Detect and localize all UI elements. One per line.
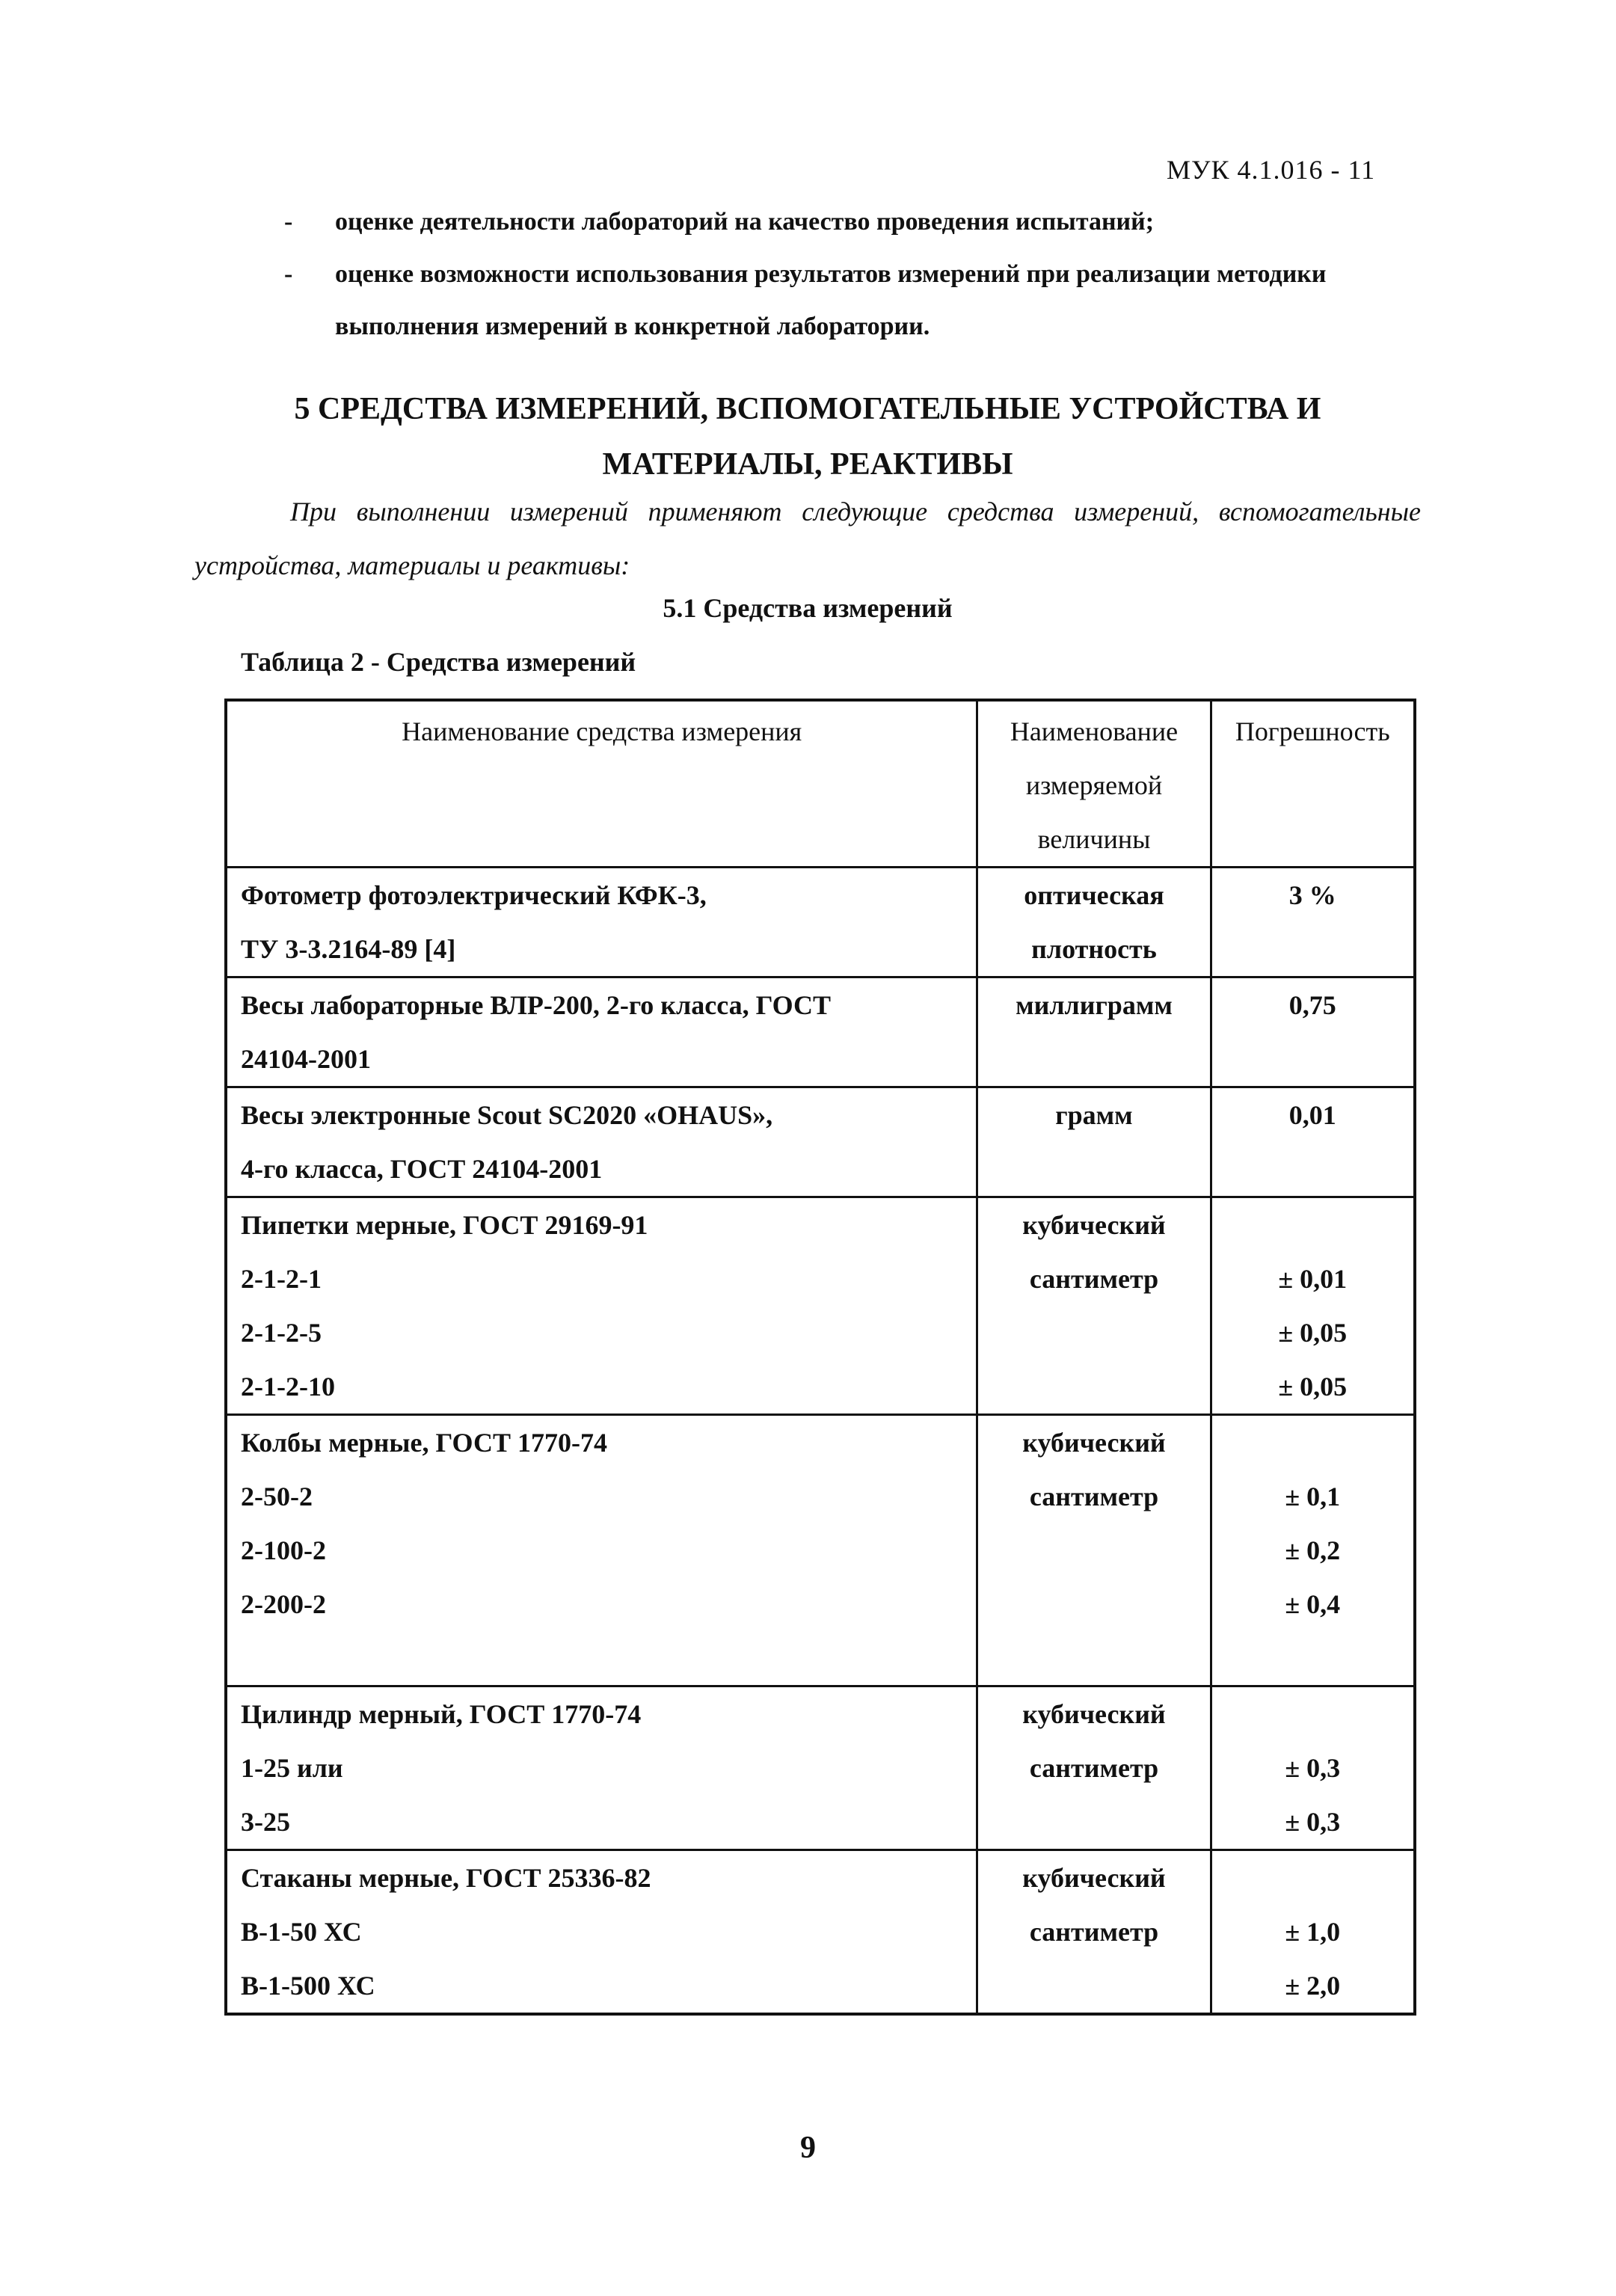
cell-measured-quantity-line: грамм <box>1055 1100 1133 1130</box>
cell-instrument-name-line: 2-200-2 <box>241 1589 326 1619</box>
cell-measured-quantity-line: оптическая <box>1024 880 1164 910</box>
table-caption: Таблица 2 - Средства измерений <box>241 647 636 677</box>
cell-error-line <box>1220 1416 1406 1470</box>
bullet-item <box>284 248 1421 353</box>
cell-instrument-name <box>226 1087 977 1197</box>
table-row <box>226 977 1415 1087</box>
cell-error-line: ± 0,01 <box>1278 1264 1348 1294</box>
cell-error-line: 3 % <box>1288 880 1336 910</box>
cell-measured-quantity-line <box>986 1959 1202 2013</box>
cell-error-line: ± 0,2 <box>1285 1535 1341 1565</box>
cell-measured-quantity-line: кубический <box>1022 1863 1166 1893</box>
cell-measured-quantity <box>977 977 1211 1087</box>
cell-instrument-name-line: 24104-2001 <box>241 1044 371 1074</box>
table-row <box>226 1850 1415 2015</box>
cell-error-line: ± 0,4 <box>1285 1589 1341 1619</box>
cell-error-line: ± 0,05 <box>1278 1318 1348 1348</box>
cell-error-line: 0,01 <box>1288 1100 1336 1130</box>
table-body <box>226 868 1415 2015</box>
cell-error-line <box>1220 1198 1406 1252</box>
cell-measured-quantity <box>977 1686 1211 1850</box>
cell-instrument-name <box>226 1850 977 2015</box>
cell-measured-quantity-line <box>986 1360 1202 1413</box>
bullet-text: оценке возможности использования результатов измерений при реализации методики выполнения измерений в конкретной лаборатории. <box>335 260 1327 340</box>
cell-error-line: ± 0,1 <box>1285 1482 1341 1511</box>
cell-measured-quantity-line: кубический <box>1022 1699 1166 1729</box>
cell-measured-quantity <box>977 1087 1211 1197</box>
subsection-title: 5.1 Средства измерений <box>663 593 953 623</box>
header-error-text: Погрешность <box>1235 716 1390 746</box>
cell-error-line: ± 2,0 <box>1285 1971 1341 2001</box>
cell-error-line <box>1220 1142 1406 1196</box>
cell-measured-quantity-line <box>986 1523 1202 1577</box>
cell-error <box>1211 977 1415 1087</box>
header-quantity-line: Наименование <box>1010 716 1179 746</box>
cell-error <box>1211 868 1415 977</box>
cell-instrument-name-line: 2-1-2-1 <box>241 1264 322 1294</box>
cell-instrument-name-line: Пипетки мерные, ГОСТ 29169-91 <box>241 1210 648 1240</box>
cell-instrument-name-line: Стаканы мерные, ГОСТ 25336-82 <box>241 1863 651 1893</box>
cell-measured-quantity <box>977 1850 1211 2015</box>
cell-instrument-name-line: 2-50-2 <box>241 1482 313 1511</box>
cell-instrument-name-line <box>235 1631 968 1685</box>
cell-instrument-name-line: Фотометр фотоэлектрический КФК-3, <box>241 880 707 910</box>
cell-error-line: ± 0,3 <box>1285 1807 1341 1837</box>
bullet-item <box>284 196 1421 248</box>
cell-instrument-name-line: 3-25 <box>241 1807 290 1837</box>
cell-error-line <box>1220 1851 1406 1905</box>
cell-measured-quantity-line <box>986 1795 1202 1849</box>
cell-measured-quantity-line: сантиметр <box>1029 1482 1159 1511</box>
cell-error-line <box>1220 1687 1406 1741</box>
header-quantity-line: величины <box>1037 824 1151 854</box>
cell-measured-quantity <box>977 1197 1211 1415</box>
cell-error-line <box>1220 1631 1406 1685</box>
header-error <box>1211 700 1415 868</box>
bullet-text: оценке деятельности лабораторий на качество проведения испытаний; <box>335 208 1155 236</box>
cell-error <box>1211 1197 1415 1415</box>
cell-error-line: ± 0,3 <box>1285 1753 1341 1783</box>
table-row <box>226 868 1415 977</box>
section-title-line-2: МАТЕРИАЛЫ, РЕАКТИВЫ <box>602 447 1013 482</box>
table-row <box>226 1686 1415 1850</box>
cell-error-line: ± 1,0 <box>1285 1917 1341 1947</box>
cell-measured-quantity <box>977 1415 1211 1686</box>
intro-paragraph: При выполнении измерений применяют следующие средства измерений, вспомогательные устройства, материалы и реактивы: <box>194 497 1421 580</box>
table-row <box>226 1415 1415 1686</box>
header-quantity-line: измеряемой <box>1025 770 1163 800</box>
bullet-dash: - <box>284 260 293 288</box>
cell-measured-quantity-line: плотность <box>1031 934 1157 964</box>
cell-error-line: ± 0,05 <box>1278 1372 1348 1402</box>
cell-measured-quantity-line <box>986 1306 1202 1360</box>
cell-instrument-name <box>226 977 977 1087</box>
cell-error <box>1211 1415 1415 1686</box>
cell-error <box>1211 1850 1415 2015</box>
table-header-row <box>226 700 1415 868</box>
document-code: МУК 4.1.016 - 11 <box>1167 155 1376 185</box>
cell-instrument-name <box>226 1415 977 1686</box>
cell-instrument-name-line: Весы электронные Scout SC2020 «OHAUS», <box>241 1100 773 1130</box>
cell-instrument-name-line: 1-25 или <box>241 1753 343 1783</box>
measurement-table <box>224 699 1416 2016</box>
cell-instrument-name <box>226 868 977 977</box>
cell-instrument-name <box>226 1686 977 1850</box>
table-row <box>226 1087 1415 1197</box>
cell-measured-quantity-line: сантиметр <box>1029 1917 1159 1947</box>
cell-measured-quantity <box>977 868 1211 977</box>
cell-instrument-name-line: Весы лабораторные ВЛР-200, 2-го класса, ГОСТ <box>241 990 832 1020</box>
cell-measured-quantity-line: сантиметр <box>1029 1264 1159 1294</box>
bullet-dash: - <box>284 208 293 236</box>
cell-measured-quantity-line <box>986 1631 1202 1685</box>
cell-instrument-name <box>226 1197 977 1415</box>
cell-instrument-name-line: ТУ 3-3.2164-89 [4] <box>241 934 456 964</box>
page-number: 9 <box>800 2131 816 2165</box>
cell-instrument-name-line: В-1-500 ХС <box>241 1971 375 2001</box>
cell-instrument-name-line: 2-1-2-5 <box>241 1318 322 1348</box>
cell-measured-quantity-line: кубический <box>1022 1210 1166 1240</box>
cell-error-line <box>1220 922 1406 976</box>
cell-instrument-name-line: 2-100-2 <box>241 1535 326 1565</box>
cell-error <box>1211 1087 1415 1197</box>
table-row <box>226 1197 1415 1415</box>
cell-error-line: 0,75 <box>1288 990 1336 1020</box>
cell-error-line <box>1220 1032 1406 1086</box>
cell-instrument-name-line: Цилиндр мерный, ГОСТ 1770-74 <box>241 1699 642 1729</box>
cell-measured-quantity-line <box>986 1142 1202 1196</box>
cell-instrument-name-line: В-1-50 ХС <box>241 1917 362 1947</box>
cell-measured-quantity-line <box>986 1032 1202 1086</box>
cell-instrument-name-line: Колбы мерные, ГОСТ 1770-74 <box>241 1428 607 1458</box>
cell-measured-quantity-line: миллиграмм <box>1016 990 1173 1020</box>
header-name-text: Наименование средства измерения <box>402 716 802 746</box>
header-quantity <box>977 700 1211 868</box>
cell-instrument-name-line: 2-1-2-10 <box>241 1372 335 1402</box>
cell-error <box>1211 1686 1415 1850</box>
cell-instrument-name-line: 4-го класса, ГОСТ 24104-2001 <box>241 1154 603 1184</box>
section-title-line-1: 5 СРЕДСТВА ИЗМЕРЕНИЙ, ВСПОМОГАТЕЛЬНЫЕ УСТРОЙСТВА И <box>294 392 1321 426</box>
header-name <box>226 700 977 868</box>
cell-measured-quantity-line <box>986 1577 1202 1631</box>
cell-measured-quantity-line: кубический <box>1022 1428 1166 1458</box>
cell-measured-quantity-line: сантиметр <box>1029 1753 1159 1783</box>
